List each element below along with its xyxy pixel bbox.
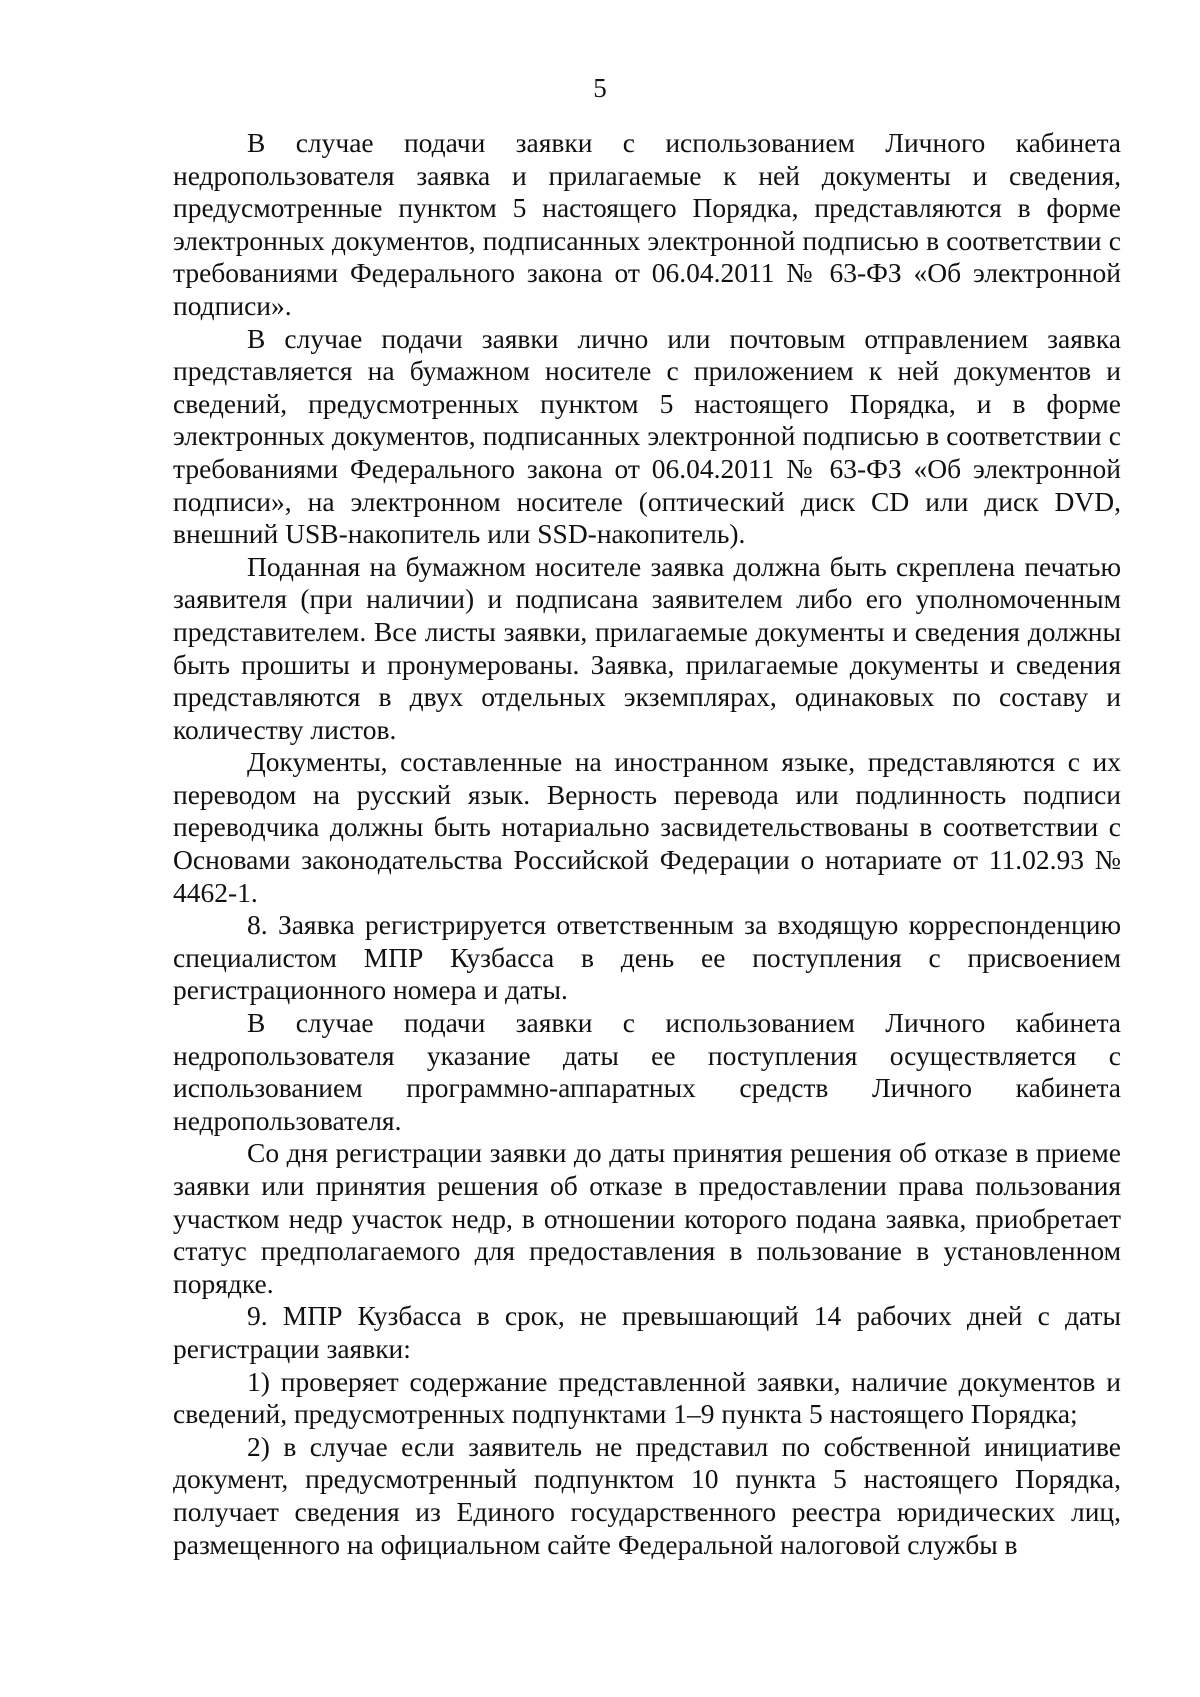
- paragraph: В случае подачи заявки с использованием Личного кабинета недропользователя заявка и прилагаемые к ней документы и сведения, предусмотренные пунктом 5 настоящего Порядка, представляются в форме электронных документов, подписанных электронной подписью в соответствии с требованиями Федерального закона от 06.04.2011 № 63-ФЗ «Об электронной подписи».: [173, 127, 1121, 321]
- subparagraph-2: 2) в случае если заявитель не представил по собственной инициативе документ, предусмотренный подпунктом 10 пункта 5 настоящего Порядка, получает сведения из Единого государственного реестра юридических лиц, размещенного на официальном сайте Федеральной налоговой службы в: [173, 1430, 1121, 1560]
- paragraph: В случае подачи заявки лично или почтовым отправлением заявка представляется на бумажном носителе с приложением к ней документов и сведений, предусмотренных пунктом 5 настоящего Порядка, и в форме электронных документов, подписанных электронной подписью в соответствии с требованиями Федерального закона от 06.04.2011 № 63-ФЗ «Об электронной подписи», на электронном носителе (оптический диск CD или диск DVD, внешний USB-накопитель или SSD-накопитель).: [173, 322, 1121, 550]
- paragraph: Документы, составленные на иностранном языке, представляются с их переводом на русский язык. Верность перевода или подлинность подписи переводчика должны быть нотариально засвидетельствованы в соответствии с Основами законодательства Российской Федерации о нотариате от 11.02.93 № 4462-1.: [173, 746, 1121, 908]
- paragraph: Поданная на бумажном носителе заявка должна быть скреплена печатью заявителя (при наличии) и подписана заявителем либо его уполномоченным представителем. Все листы заявки, прилагаемые документы и сведения должны быть прошиты и пронумерованы. Заявка, прилагаемые документы и сведения представляются в двух отдельных экземплярах, одинаковых по составу и количеству листов.: [173, 550, 1121, 745]
- paragraph-item-9: 9. МПР Кузбасса в срок, не превышающий 14 рабочих дней с даты регистрации заявки:: [173, 1300, 1121, 1364]
- subparagraph-1: 1) проверяет содержание представленной заявки, наличие документов и сведений, предусмотренных подпунктами 1–9 пункта 5 настоящего Порядка;: [173, 1365, 1121, 1430]
- paragraph: Со дня регистрации заявки до даты принятия решения об отказе в приеме заявки или принятия решения об отказе в предоставлении права пользования участком недр участок недр, в отношении которого подана заявка, приобретает статус предполагаемого для предоставления в пользование в установленном порядке.: [173, 1137, 1121, 1299]
- document-body: [173, 127, 1121, 1561]
- paragraph-item-8: 8. Заявка регистрируется ответственным за входящую корреспонденцию специалистом МПР Кузбасса в день ее поступления с присвоением регистрационного номера и даты.: [173, 909, 1121, 1006]
- page-number: 5: [593, 73, 607, 103]
- paragraph: В случае подачи заявки с использованием Личного кабинета недропользователя указание даты ее поступления осуществляется с использованием программно-аппаратных средств Личного кабинета недропользователя.: [173, 1007, 1121, 1136]
